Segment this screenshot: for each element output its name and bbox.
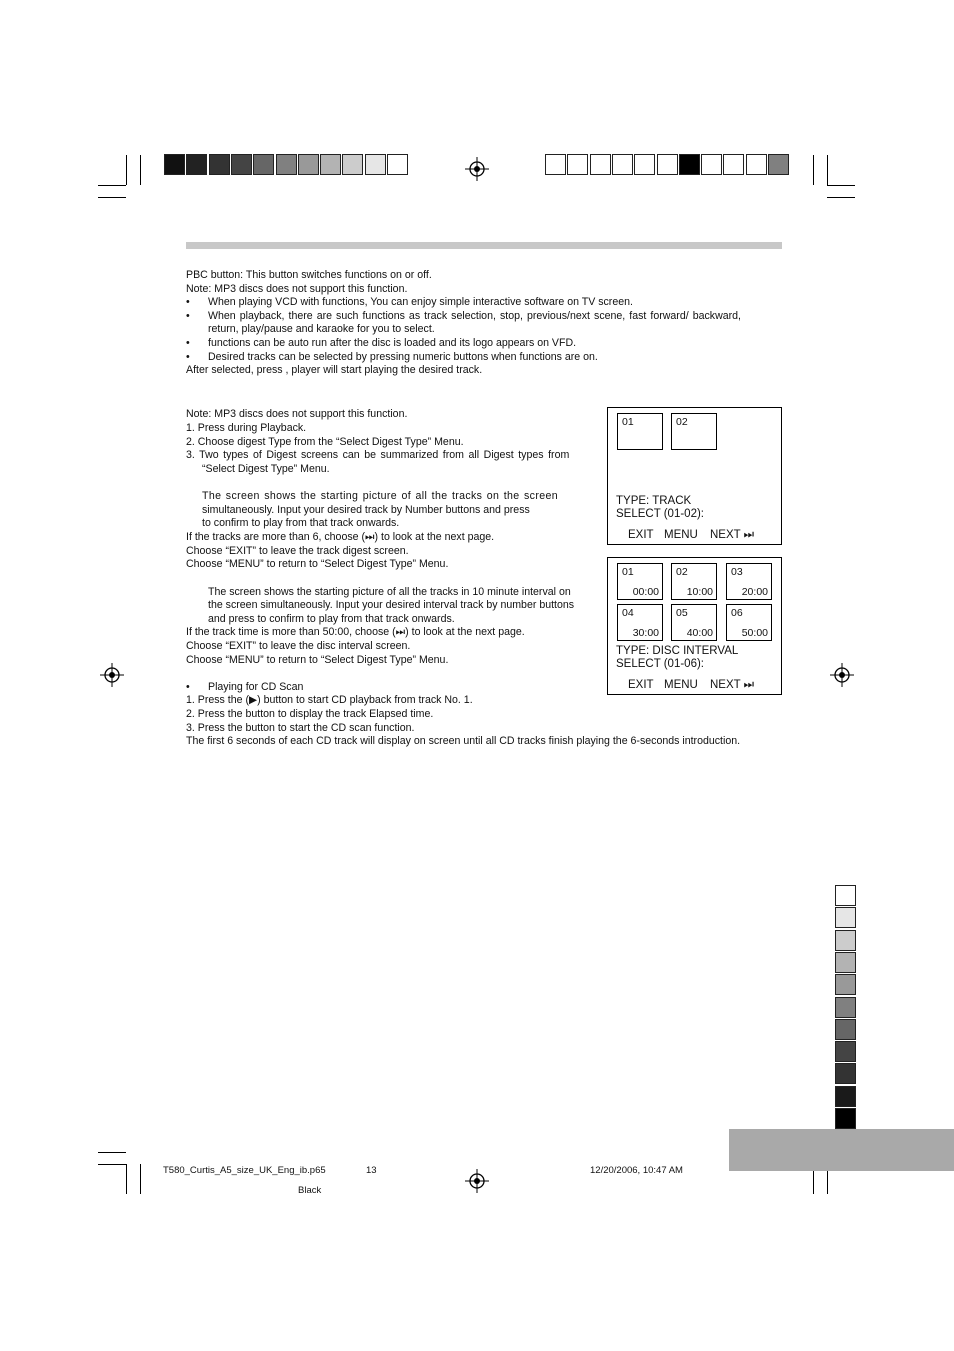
calibration-swatch (835, 1041, 856, 1062)
interval-thumb (617, 604, 663, 641)
footer-date: 12/20/2006, 10:47 AM (590, 1165, 683, 1176)
pbc-after-selected: After selected, press , player will start playing the desired track. (186, 364, 483, 376)
calibration-swatch (590, 154, 611, 175)
calibration-swatch (835, 930, 856, 951)
calibration-swatch (253, 154, 274, 175)
track-digest-screen (607, 407, 782, 545)
bullet-marker: • (186, 296, 190, 308)
calibration-swatch (276, 154, 297, 175)
track-digest-para-3: to confirm to play from that track onwards. (202, 517, 400, 529)
calibration-swatch (387, 154, 408, 175)
pbc-bullet-4: Desired tracks can be selected by pressing numeric buttons when functions are on. (208, 351, 598, 363)
interval-thumb-time: 40:00 (686, 627, 713, 639)
calibration-swatch (634, 154, 655, 175)
interval-thumb (671, 563, 717, 600)
interval-thumb-time: 30:00 (632, 627, 659, 639)
calibration-swatch (679, 154, 700, 175)
registration-mark-right (830, 663, 854, 687)
pbc-bullet-2-line2: return, play/pause and karaoke for you to select. (208, 323, 435, 335)
registration-mark-bottom (465, 1169, 489, 1193)
track-exit-note: Choose “EXIT” to leave the track digest screen. (186, 545, 409, 557)
disc-interval-screen (607, 557, 782, 695)
interval-exit-note: Choose “EXIT” to leave the disc interval screen. (186, 640, 411, 652)
calibration-swatch (701, 154, 722, 175)
screen-select-label: SELECT (01-02): (616, 508, 704, 520)
screen-next-option: NEXT ⏭ (710, 529, 755, 541)
interval-para-1: The screen shows the starting picture of all the tracks in 10 minute interval on (208, 586, 571, 598)
digest-step-3-line2: “Select Digest Type” Menu. (202, 463, 330, 475)
calibration-swatch (835, 907, 856, 928)
calibration-swatch (835, 1063, 856, 1084)
calibration-swatch (835, 997, 856, 1018)
screen-select-label: SELECT (01-06): (616, 658, 704, 670)
track-thumb (671, 413, 717, 450)
scan-step-3: 3. Press the button to start the CD scan function. (186, 722, 415, 734)
calibration-swatch (723, 154, 744, 175)
screen-next-option: NEXT ⏭ (710, 679, 755, 691)
interval-thumb (617, 563, 663, 600)
interval-thumb-number: 01 (622, 566, 634, 578)
bullet-marker: • (186, 337, 190, 349)
calibration-swatch (768, 154, 789, 175)
pbc-intro: PBC button: This button switches functions on or off. (186, 269, 432, 281)
track-thumb-number: 01 (622, 416, 634, 428)
calibration-swatch (365, 154, 386, 175)
calibration-swatch (186, 154, 207, 175)
interval-thumb (671, 604, 717, 641)
screen-exit-option: EXIT (628, 529, 654, 541)
track-more-than-6: If the tracks are more than 6, choose (⏭) to look at the next page. (186, 531, 495, 543)
calibration-swatch (835, 974, 856, 995)
calibration-swatch (298, 154, 319, 175)
track-thumb-number: 02 (676, 416, 688, 428)
calibration-swatch (231, 154, 252, 175)
calibration-swatch (746, 154, 767, 175)
calibration-swatch (835, 1108, 856, 1129)
footer-filename: T580_Curtis_A5_size_UK_Eng_ib.p65 (163, 1165, 326, 1176)
pbc-note: Note: MP3 discs does not support this function. (186, 283, 408, 295)
track-thumb (617, 413, 663, 450)
bullet-marker: • (186, 681, 190, 693)
calibration-swatch (835, 1086, 856, 1107)
interval-thumb (726, 604, 772, 641)
interval-thumb-number: 06 (731, 607, 743, 619)
calibration-swatch (835, 885, 856, 906)
footer-page-number: 13 (366, 1165, 377, 1176)
interval-thumb-time: 50:00 (741, 627, 768, 639)
registration-mark-left (100, 663, 124, 687)
registration-mark-top (465, 157, 489, 181)
digest-step-2: 2. Choose digest Type from the “Select Digest Type” Menu. (186, 436, 464, 448)
track-menu-note: Choose “MENU” to return to “Select Digest Type” Menu. (186, 558, 449, 570)
pbc-bullet-1: When playing VCD with functions, You can enjoy simple interactive software on TV screen. (208, 296, 633, 308)
interval-thumb (726, 563, 772, 600)
calibration-swatch (164, 154, 185, 175)
digest-note: Note: MP3 discs does not support this function. (186, 408, 408, 420)
scan-step-2: 2. Press the button to display the track Elapsed time. (186, 708, 434, 720)
calibration-swatch (342, 154, 363, 175)
interval-para-3: and press to confirm to play from that track onwards. (208, 613, 455, 625)
screen-type-label: TYPE: DISC INTERVAL (616, 645, 739, 657)
interval-thumb-time: 10:00 (686, 586, 713, 598)
calibration-swatch (320, 154, 341, 175)
interval-para-2: the screen simultaneously. Input your desired interval track by number buttons (208, 599, 575, 611)
interval-thumb-number: 04 (622, 607, 634, 619)
screen-exit-option: EXIT (628, 679, 654, 691)
calibration-swatch (835, 952, 856, 973)
interval-more-than-50: If the track time is more than 50:00, choose (⏭) to look at the next page. (186, 626, 525, 638)
interval-menu-note: Choose “MENU” to return to “Select Digest Type” Menu. (186, 654, 449, 666)
calibration-swatch (612, 154, 633, 175)
calibration-swatch (567, 154, 588, 175)
calibration-swatch (657, 154, 678, 175)
scan-final-note: The first 6 seconds of each CD track will display on screen until all CD tracks finish playing the 6-seconds introduction. (186, 735, 741, 747)
calibration-swatch (545, 154, 566, 175)
screen-type-label: TYPE: TRACK (616, 495, 692, 507)
track-digest-para-2: simultaneously. Input your desired track by Number buttons and press (202, 504, 530, 516)
digest-step-3-line1: 3. Two types of Digest screens can be summarized from all Digest types from (186, 449, 570, 461)
footer-plate-color: Black (298, 1185, 322, 1196)
calibration-swatch (835, 1019, 856, 1040)
screen-menu-option: MENU (664, 679, 698, 691)
screen-menu-option: MENU (664, 529, 698, 541)
scan-step-1: 1. Press the (▶) button to start CD playback from track No. 1. (186, 694, 473, 706)
track-digest-para-1: The screen shows the starting picture of all the tracks on the screen (202, 490, 558, 502)
digest-step-1: 1. Press during Playback. (186, 422, 307, 434)
interval-thumb-number: 03 (731, 566, 743, 578)
pbc-bullet-3: functions can be auto run after the disc is loaded and its logo appears on VFD. (208, 337, 577, 349)
bullet-marker: • (186, 310, 190, 322)
scan-bullet: Playing for CD Scan (208, 681, 304, 693)
interval-thumb-number: 02 (676, 566, 688, 578)
section-header-bar (186, 242, 782, 249)
bullet-marker: • (186, 351, 190, 363)
calibration-swatch (209, 154, 230, 175)
interval-thumb-number: 05 (676, 607, 688, 619)
interval-thumb-time: 20:00 (741, 586, 768, 598)
pbc-bullet-2-line1: When playback, there are such functions as track selection, stop, previous/next scene, fast forward/ backward, (208, 310, 741, 322)
page-tab (729, 1129, 954, 1171)
interval-thumb-time: 00:00 (632, 586, 659, 598)
